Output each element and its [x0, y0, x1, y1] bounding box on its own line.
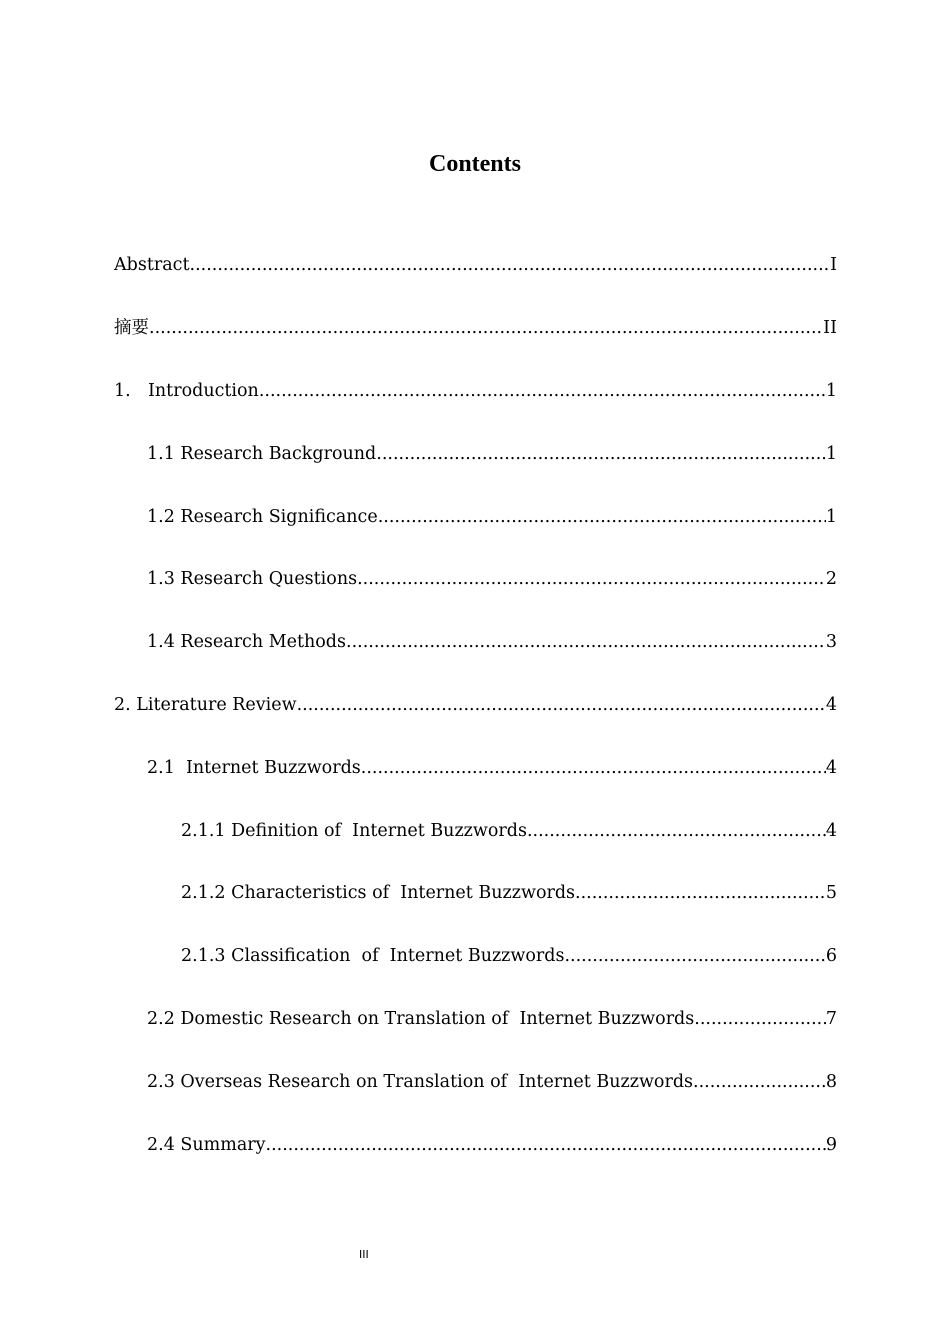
toc-entry-page: 9 [825, 1135, 837, 1155]
toc-entry-research-methods[interactable] [147, 630, 837, 654]
toc-entry-internet-buzzwords[interactable] [147, 756, 837, 780]
toc-entry-label: 2.1.2 Characteristics of Internet Buzzwords [181, 883, 576, 903]
toc-dot-leader [259, 379, 826, 403]
toc-entry-page: 3 [825, 632, 837, 652]
toc-entry-label: 2.1.3 Classification of Internet Buzzwords [181, 946, 565, 966]
toc-entry-literature-review[interactable] [114, 693, 837, 717]
toc-entry-characteristics[interactable] [181, 881, 837, 905]
toc-entry-title: Introduction [148, 381, 259, 401]
toc-entry-research-questions[interactable] [147, 567, 837, 591]
toc-entry-label: 1.1 Research Background [147, 444, 377, 464]
toc-dot-leader [378, 505, 826, 529]
toc-entry-label: 2.1 Internet Buzzwords [147, 758, 361, 778]
toc-entry-page: I [830, 255, 837, 275]
toc-entry-classification[interactable] [181, 944, 837, 968]
toc-entry-page: 1 [825, 444, 837, 464]
toc-dot-leader [297, 693, 826, 717]
toc-entry-label: 摘要 [114, 318, 149, 338]
toc-entry-abstract[interactable] [114, 253, 837, 277]
toc-dot-leader [266, 1133, 826, 1157]
toc-dot-leader [190, 253, 831, 277]
toc-entry-page: 7 [825, 1009, 837, 1029]
page-title: Contents [428, 151, 521, 177]
toc-entry-page: 2 [825, 569, 837, 589]
toc-entry-page: 4 [825, 821, 837, 841]
toc-entry-domestic-research[interactable] [147, 1007, 837, 1031]
toc-entry-overseas-research[interactable] [147, 1070, 837, 1094]
toc-dot-leader [376, 442, 826, 466]
toc-entry-label: 1.2 Research Significance [147, 507, 378, 527]
toc-entry-research-background[interactable] [147, 442, 837, 466]
toc-dot-leader [149, 316, 823, 340]
toc-entry-label: 2. Literature Review [114, 695, 297, 715]
toc-dot-leader [575, 881, 826, 905]
toc-dot-leader [693, 1070, 826, 1094]
toc-entry-number: 1. [114, 381, 131, 401]
toc-dot-leader [694, 1007, 826, 1031]
toc-entry-chinese-abstract[interactable] [114, 316, 837, 340]
toc-entry-definition[interactable] [181, 819, 837, 843]
toc-entry-page: 6 [825, 946, 837, 966]
toc-dot-leader [357, 567, 826, 591]
toc-entry-page: 4 [825, 758, 837, 778]
toc-entry-label: 2.1.1 Definition of Internet Buzzwords [181, 821, 527, 841]
toc-entry-page: 8 [825, 1072, 837, 1092]
toc-entry-label: 2.3 Overseas Research on Translation of Internet Buzzwords [147, 1072, 694, 1092]
toc-dot-leader [346, 630, 826, 654]
toc-entry-research-significance[interactable] [147, 505, 837, 529]
toc-entry-page: 5 [825, 883, 837, 903]
toc-entry-page: 1 [825, 507, 837, 527]
toc-dot-leader [361, 756, 826, 780]
toc-entry-page: 4 [825, 695, 837, 715]
toc-dot-leader [527, 819, 826, 843]
toc-entry-introduction[interactable] [114, 379, 837, 403]
footer-page-number: III [359, 1248, 369, 1261]
toc-entry-summary[interactable] [147, 1133, 837, 1157]
toc-entry-label [114, 379, 259, 403]
toc-entry-label: Abstract [114, 255, 190, 275]
toc-entry-label: 1.4 Research Methods [147, 632, 346, 652]
toc-entry-page: II [823, 318, 837, 338]
toc-entry-label: 1.3 Research Questions [147, 569, 358, 589]
toc-entry-label: 2.4 Summary [147, 1135, 266, 1155]
toc-entry-label: 2.2 Domestic Research on Translation of Internet Buzzwords [147, 1009, 695, 1029]
toc-dot-leader [564, 944, 825, 968]
toc-entry-page: 1 [825, 381, 837, 401]
